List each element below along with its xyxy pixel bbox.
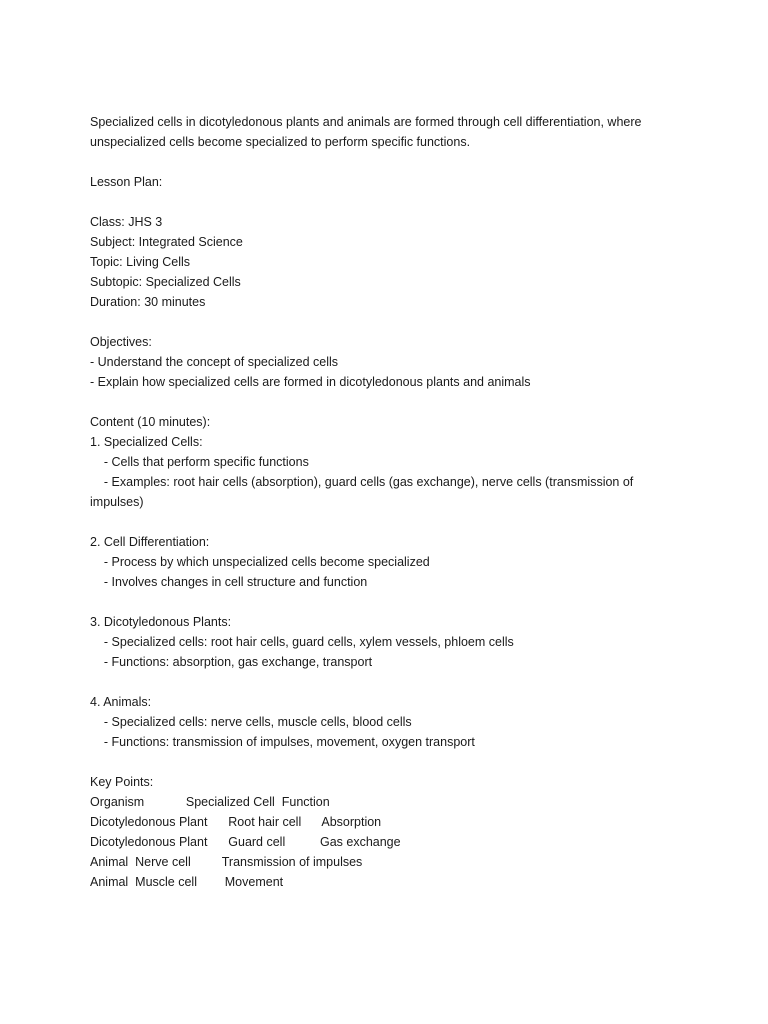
text-line: Subject: Integrated Science [90,235,243,249]
blank-line [90,192,690,212]
text-line: - Process by which unspecialized cells become specialized [90,555,430,569]
blank-line [90,592,690,612]
text-line: - Functions: transmission of impulses, movement, oxygen transport [90,735,475,749]
text-line: - Cells that perform specific functions [90,455,309,469]
text-line: - Specialized cells: nerve cells, muscle cells, blood cells [90,715,412,729]
text-line: Class: JHS 3 [90,215,163,229]
text-line: Animal Muscle cell Movement [90,875,284,889]
text-line: Subtopic: Specialized Cells [90,275,241,289]
text-line: 3. Dicotyledonous Plants: [90,615,232,629]
text-line: 1. Specialized Cells: [90,435,203,449]
text-line: 2. Cell Differentiation: [90,535,210,549]
document-body [90,112,690,892]
text-line: Specialized cells in dicotyledonous plants and animals are formed through cell differentiation, where [90,115,642,129]
text-line: Dicotyledonous Plant Guard cell Gas exchange [90,835,401,849]
blank-line [90,152,690,172]
text-line: - Understand the concept of specialized cells [90,355,339,369]
text-line: Objectives: [90,335,152,349]
blank-line [90,312,690,332]
text-line: unspecialized cells become specialized to perform specific functions. [90,135,471,149]
text-line: - Explain how specialized cells are formed in dicotyledonous plants and animals [90,375,531,389]
text-line: Topic: Living Cells [90,255,191,269]
text-line: Organism Specialized Cell Function [90,795,330,809]
blank-line [90,752,690,772]
text-line: impulses) [90,495,144,509]
text-line: - Specialized cells: root hair cells, guard cells, xylem vessels, phloem cells [90,635,514,649]
blank-line [90,512,690,532]
text-line: 4. Animals: [90,695,152,709]
text-line: Animal Nerve cell Transmission of impulses [90,855,363,869]
blank-line [90,392,690,412]
text-line: Key Points: [90,775,154,789]
text-line: Lesson Plan: [90,175,163,189]
text-line: Content (10 minutes): [90,415,211,429]
text-line: - Involves changes in cell structure and function [90,575,368,589]
text-line: - Examples: root hair cells (absorption), guard cells (gas exchange), nerve cells (transmission of [90,475,634,489]
text-line: Duration: 30 minutes [90,295,206,309]
text-line: - Functions: absorption, gas exchange, transport [90,655,373,669]
blank-line [90,672,690,692]
text-line: Dicotyledonous Plant Root hair cell Absorption [90,815,382,829]
